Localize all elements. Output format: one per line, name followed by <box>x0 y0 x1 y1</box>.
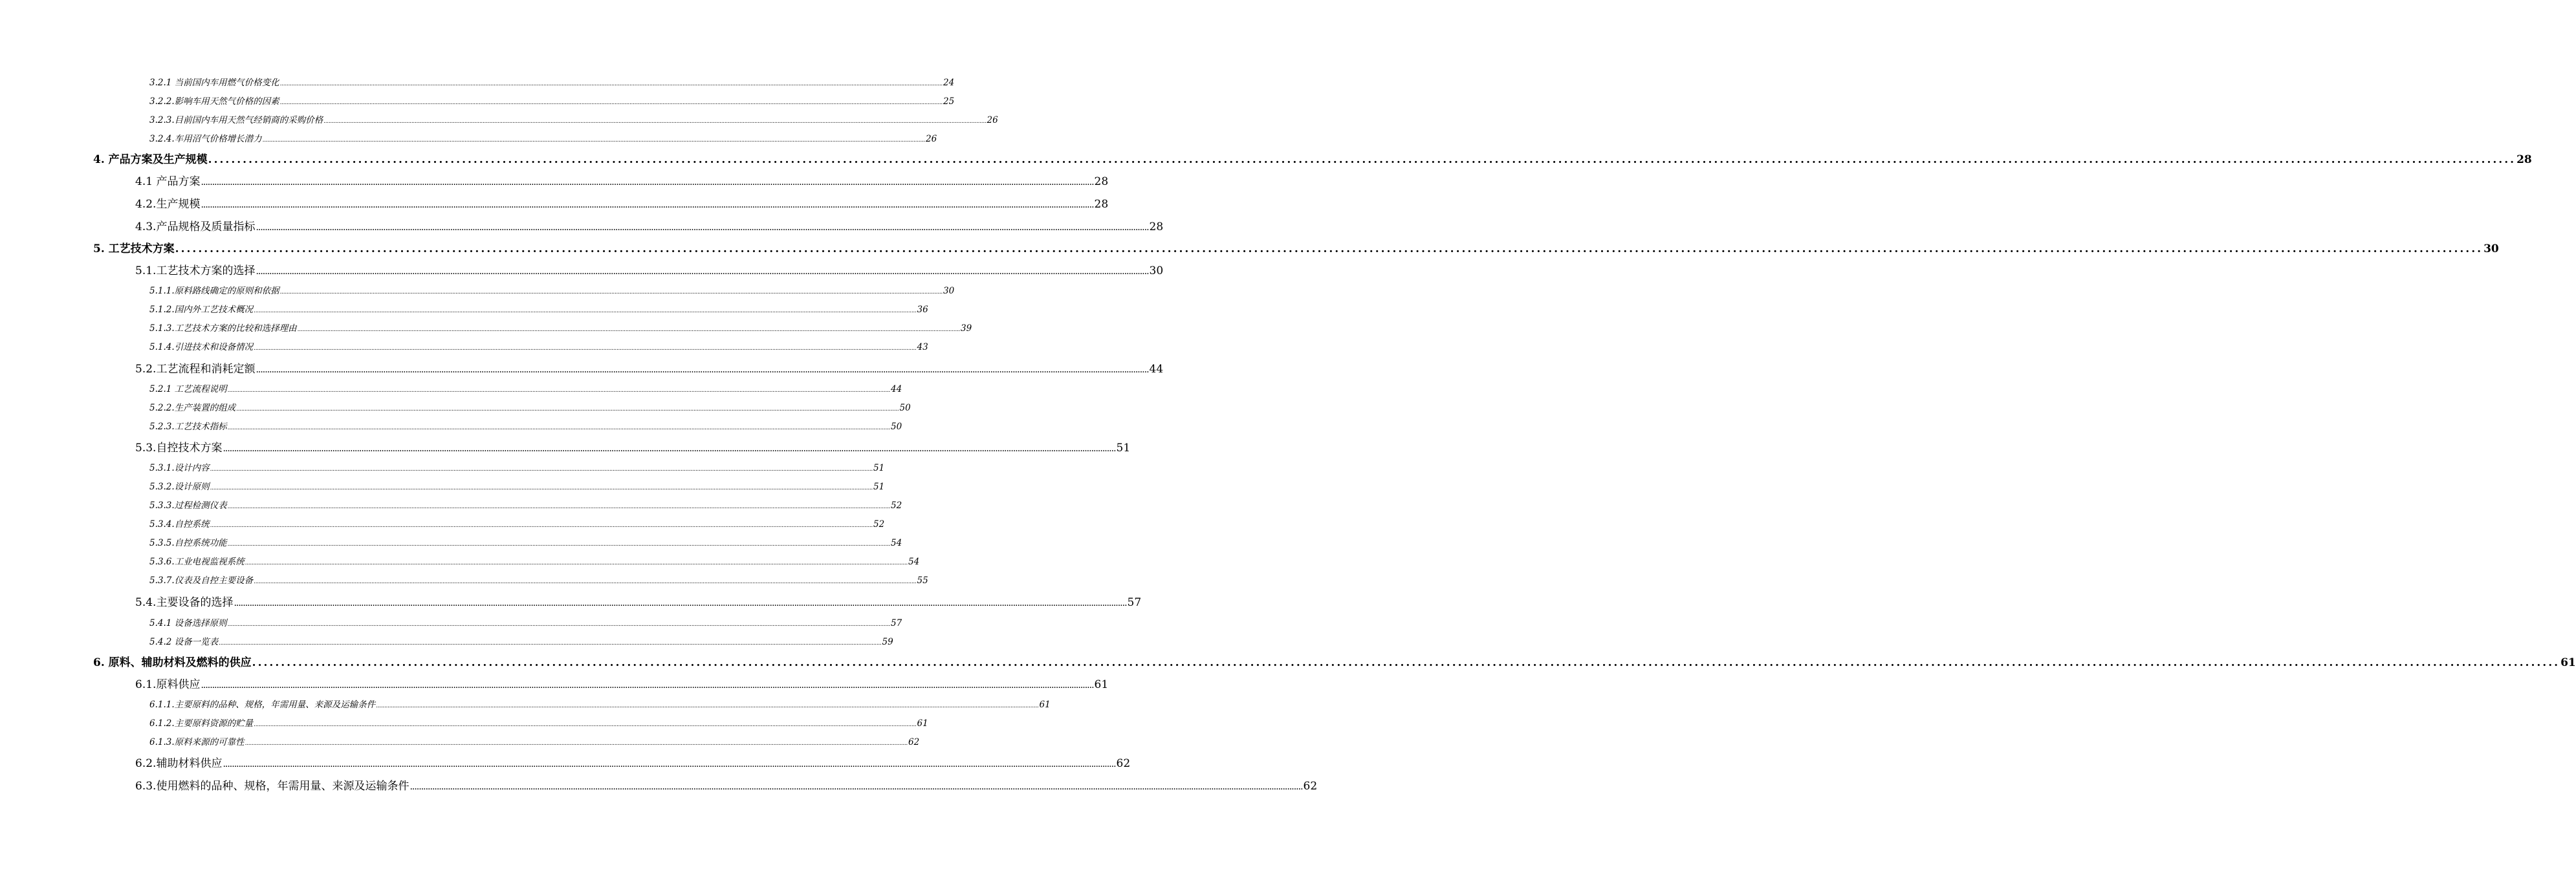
dot-leader: ................................................................................................................................................................................................................................................................................................................................................................................................................ <box>262 137 925 144</box>
toc-entry-level-3[interactable] <box>149 735 920 747</box>
dot-leader: ................................................................................................................................................................................................................................................................................................................................................................................................................ <box>297 327 960 333</box>
dot-leader: ................................................................................................................................................................................................................................................................................................................................................................................................................ <box>227 621 890 628</box>
toc-entry-title: 5.3.1.设计内容 <box>149 463 210 473</box>
toc-entry-title: 5.4.2 设备一览表 <box>149 637 219 647</box>
toc-entry-page-number: 24 <box>943 78 955 88</box>
toc-entry-level-2[interactable] <box>135 675 1109 691</box>
toc-entry-title: 5.3.3.过程检测仪表 <box>149 500 227 511</box>
toc-entry-title: 6.1.3.原料来源的可靠性 <box>149 737 245 747</box>
toc-entry-level-2[interactable] <box>135 261 1164 277</box>
toc-entry-page-number: 51 <box>873 482 885 492</box>
toc-entry-title: 4.3.产品规格及质量指标 <box>135 220 256 233</box>
toc-entry-level-3[interactable] <box>149 479 885 492</box>
toc-entry-title: 5.1.3.工艺技术方案的比较和选择理由 <box>149 323 297 334</box>
toc-entry-level-3[interactable] <box>149 460 885 473</box>
toc-entry-page-number: 59 <box>882 637 893 647</box>
toc-entry-level-3[interactable] <box>149 535 902 548</box>
toc-entry-level-3[interactable] <box>149 283 955 296</box>
dot-leader: ................................................................................................................................................................................................................................................................................................................................................................................................................ <box>254 345 917 352</box>
toc-entry-title: 3.2.4.车用沼气价格增长潜力 <box>149 134 262 144</box>
dot-leader: ................................................................................................................................................................................................................................................................................................................................................................................................................ <box>210 485 873 491</box>
toc-entry-page-number: 62 <box>908 737 920 747</box>
toc-entry-level-3[interactable] <box>149 339 928 352</box>
toc-entry-title: 5.3.6.工业电视监视系统 <box>149 557 245 567</box>
toc-entry-level-3[interactable] <box>149 634 893 647</box>
toc-entry-page-number: 57 <box>891 618 902 628</box>
dot-leader: ................................................................................................................................................................................................................................................................................................................................................................................................................ <box>256 266 1149 277</box>
toc-entry-level-3[interactable] <box>149 400 911 413</box>
toc-entry-title: 5.1.2.国内外工艺技术概况 <box>149 305 254 315</box>
toc-entry-level-3[interactable] <box>149 616 902 628</box>
toc-entry-level-3[interactable] <box>149 716 928 729</box>
toc-entry-title: 4.2.生产规模 <box>135 198 201 211</box>
toc-entry-page-number: 25 <box>943 96 955 107</box>
toc-entry-title: 5.3.2.设计原则 <box>149 482 210 492</box>
toc-entry-title: 5.2.2.生产装置的组成 <box>149 403 236 413</box>
dot-leader: ................................................................................................................................................................................................................................................................................................................................................................................................................ <box>236 406 899 413</box>
dot-leader: ................................................................................................................................................................................................................................................................................................................................................................................................................ <box>175 242 2483 255</box>
dot-leader: ................................................................................................................................................................................................................................................................................................................................................................................................................ <box>245 560 908 566</box>
dot-leader: ................................................................................................................................................................................................................................................................................................................................................................................................................ <box>279 289 943 295</box>
toc-entry-page-number: 28 <box>2516 153 2532 166</box>
toc-entry-title: 3.2.3.目前国内车用天然气经销商的采购价格 <box>149 115 323 125</box>
toc-entry-page-number: 30 <box>1149 264 1164 277</box>
toc-entry-title: 5.1.4.引进技术和设备情况 <box>149 342 254 352</box>
toc-entry-level-3[interactable] <box>149 381 902 394</box>
dot-leader: ................................................................................................................................................................................................................................................................................................................................................................................................................ <box>201 200 1094 210</box>
toc-entry-level-3[interactable] <box>149 302 928 315</box>
toc-entry-title: 3.2.1 当前国内车用燃气价格变化 <box>149 78 279 88</box>
toc-entry-title: 6.1.1.主要原料的品种、规格，年需用量、来源及运输条件 <box>149 700 376 710</box>
toc-entry-level-2[interactable] <box>135 359 1164 376</box>
dot-leader: ................................................................................................................................................................................................................................................................................................................................................................................................................ <box>210 466 873 473</box>
toc-entry-page-number: 26 <box>926 134 937 144</box>
toc-entry-title: 6.3.使用燃料的品种、规格，年需用量、来源及运输条件 <box>135 780 409 793</box>
dot-leader: ................................................................................................................................................................................................................................................................................................................................................................................................................ <box>201 680 1094 691</box>
dot-leader: ................................................................................................................................................................................................................................................................................................................................................................................................................ <box>279 81 943 87</box>
toc-entry-page-number: 39 <box>961 323 972 334</box>
toc-entry-page-number: 50 <box>891 422 902 432</box>
toc-entry-title: 5. 工艺技术方案 <box>93 242 175 255</box>
dot-leader: ................................................................................................................................................................................................................................................................................................................................................................................................................ <box>227 387 890 394</box>
toc-entry-title: 5.2.3.工艺技术指标 <box>149 422 227 432</box>
dot-leader: ................................................................................................................................................................................................................................................................................................................................................................................................................ <box>227 504 890 510</box>
toc-entry-level-3[interactable] <box>149 697 1051 710</box>
toc-entry-level-3[interactable] <box>149 113 998 125</box>
toc-entry-page-number: 52 <box>873 519 885 530</box>
toc-entry-page-number: 54 <box>891 538 902 548</box>
toc-entry-level-2[interactable] <box>135 438 1131 455</box>
toc-entry-level-3[interactable] <box>149 75 955 88</box>
toc-entry-page-number: 30 <box>943 286 955 296</box>
toc-entry-title: 5.4.主要设备的选择 <box>135 596 234 609</box>
toc-entry-page-number: 28 <box>1094 175 1109 188</box>
toc-entry-page-number: 61 <box>2560 656 2576 669</box>
toc-entry-page-number: 62 <box>1303 780 1318 793</box>
toc-entry-title: 6.2.辅助材料供应 <box>135 757 223 770</box>
toc-entry-title: 5.1.工艺技术方案的选择 <box>135 264 256 277</box>
toc-entry-title: 4.1 产品方案 <box>135 175 201 188</box>
dot-leader: ................................................................................................................................................................................................................................................................................................................................................................................................................ <box>245 740 908 747</box>
dot-leader: ................................................................................................................................................................................................................................................................................................................................................................................................................ <box>254 308 917 314</box>
toc-entry-title: 6.1.原料供应 <box>135 678 201 691</box>
toc-entry-page-number: 61 <box>1039 700 1051 710</box>
toc-entry-page-number: 43 <box>917 342 928 352</box>
toc-entry-page-number: 57 <box>1127 596 1142 609</box>
toc-entry-level-2[interactable] <box>135 217 1164 233</box>
toc-entry-page-number: 28 <box>1149 220 1164 233</box>
toc-entry-level-1[interactable] <box>93 150 2532 166</box>
toc-entry-page-number: 55 <box>917 575 928 586</box>
dot-leader: ................................................................................................................................................................................................................................................................................................................................................................................................................ <box>208 153 2516 166</box>
toc-entry-page-number: 62 <box>1116 757 1131 770</box>
dot-leader: ................................................................................................................................................................................................................................................................................................................................................................................................................ <box>256 365 1149 375</box>
toc-entry-title: 5.1.1.原料路线确定的原则和依据 <box>149 286 279 296</box>
toc-entry-title: 4. 产品方案及生产规模 <box>93 153 208 166</box>
dot-leader: ................................................................................................................................................................................................................................................................................................................................................................................................................ <box>256 222 1149 233</box>
toc-entry-page-number: 44 <box>1149 363 1164 376</box>
dot-leader: ................................................................................................................................................................................................................................................................................................................................................................................................................ <box>223 759 1116 769</box>
toc-entry-page-number: 51 <box>1116 442 1131 455</box>
dot-leader: ................................................................................................................................................................................................................................................................................................................................................................................................................ <box>254 579 917 585</box>
toc-entry-level-2[interactable] <box>135 754 1131 770</box>
dot-leader: ................................................................................................................................................................................................................................................................................................................................................................................................................ <box>254 722 917 728</box>
toc-entry-level-3[interactable] <box>149 94 955 107</box>
toc-entry-title: 5.2.1 工艺流程说明 <box>149 384 227 394</box>
toc-entry-level-2[interactable] <box>135 195 1109 211</box>
toc-entry-page-number: 51 <box>873 463 885 473</box>
toc-entry-title: 5.4.1 设备选择原则 <box>149 618 227 628</box>
toc-entry-page-number: 54 <box>908 557 920 567</box>
toc-entry-level-3[interactable] <box>149 517 885 530</box>
toc-entry-title: 5.2.工艺流程和消耗定额 <box>135 363 256 376</box>
toc-entry-page-number: 50 <box>899 403 911 413</box>
dot-leader: ................................................................................................................................................................................................................................................................................................................................................................................................................ <box>219 640 882 647</box>
toc-entry-level-2[interactable] <box>135 593 1142 609</box>
toc-entry-level-1[interactable] <box>93 239 2499 255</box>
toc-entry-level-3[interactable] <box>149 573 928 586</box>
dot-leader: ................................................................................................................................................................................................................................................................................................................................................................................................................ <box>223 444 1116 454</box>
toc-entry-title: 6. 原料、辅助材料及燃料的供应 <box>93 656 252 669</box>
dot-leader: ................................................................................................................................................................................................................................................................................................................................................................................................................ <box>227 541 890 548</box>
toc-entry-page-number: 36 <box>917 305 928 315</box>
dot-leader: ................................................................................................................................................................................................................................................................................................................................................................................................................ <box>227 425 890 431</box>
toc-entry-page-number: 61 <box>917 718 928 729</box>
dot-leader: ................................................................................................................................................................................................................................................................................................................................................................................................................ <box>279 100 943 106</box>
dot-leader: ................................................................................................................................................................................................................................................................................................................................................................................................................ <box>323 118 987 125</box>
toc-entry-page-number: 44 <box>891 384 902 394</box>
toc-entry-level-3[interactable] <box>149 554 920 567</box>
toc-entry-level-2[interactable] <box>135 777 1318 793</box>
toc-entry-title: 5.3.4.自控系统 <box>149 519 210 530</box>
toc-entry-title: 5.3.5.自控系统功能 <box>149 538 227 548</box>
toc-entry-page-number: 26 <box>987 115 998 125</box>
toc-entry-page-number: 28 <box>1094 198 1109 211</box>
dot-leader: ................................................................................................................................................................................................................................................................................................................................................................................................................ <box>234 598 1127 608</box>
toc-entry-level-3[interactable] <box>149 419 902 432</box>
dot-leader: ................................................................................................................................................................................................................................................................................................................................................................................................................ <box>201 177 1094 188</box>
dot-leader: ................................................................................................................................................................................................................................................................................................................................................................................................................ <box>252 656 2560 669</box>
toc-entry-level-3[interactable] <box>149 498 902 511</box>
toc-entry-level-1[interactable] <box>93 653 2576 669</box>
toc-entry-title: 3.2.2.影响车用天然气价格的因素 <box>149 96 279 107</box>
toc-entry-level-2[interactable] <box>135 172 1109 188</box>
toc-entry-title: 5.3.7.仪表及自控主要设备 <box>149 575 254 586</box>
toc-entry-page-number: 30 <box>2483 242 2499 255</box>
dot-leader: ................................................................................................................................................................................................................................................................................................................................................................................................................ <box>409 782 1303 792</box>
toc-entry-title: 6.1.2.主要原料资源的贮量 <box>149 718 254 729</box>
dot-leader: ................................................................................................................................................................................................................................................................................................................................................................................................................ <box>376 703 1039 709</box>
toc-entry-title: 5.3.自控技术方案 <box>135 442 223 455</box>
toc-entry-level-3[interactable] <box>149 131 937 144</box>
toc-entry-page-number: 52 <box>891 500 902 511</box>
dot-leader: ................................................................................................................................................................................................................................................................................................................................................................................................................ <box>210 522 873 529</box>
toc-entry-page-number: 61 <box>1094 678 1109 691</box>
toc-entry-level-3[interactable] <box>149 321 972 334</box>
